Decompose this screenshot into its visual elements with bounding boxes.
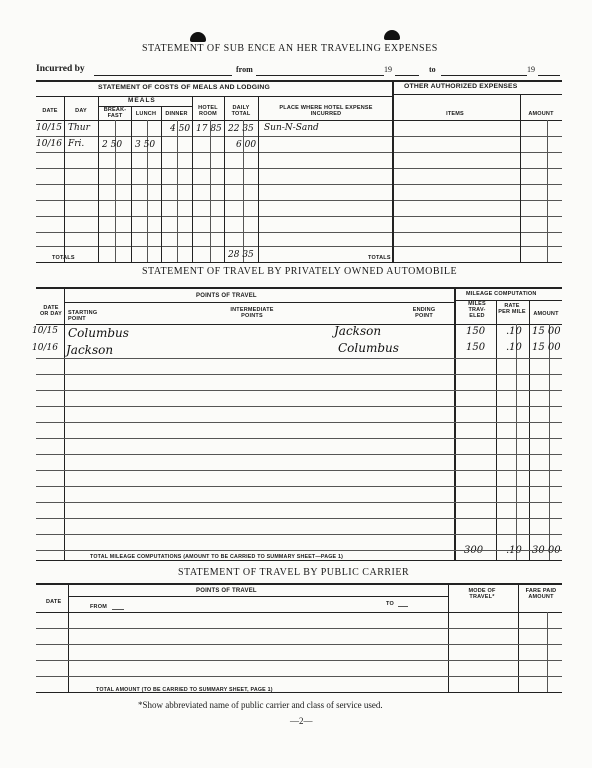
col-dinner: DINNER xyxy=(165,111,188,117)
cell-daily: 6 00 xyxy=(236,140,257,150)
ink-blot-2 xyxy=(384,30,400,40)
col-fare: FARE PAID AMOUNT xyxy=(525,588,557,600)
col-day: DAY xyxy=(75,108,87,114)
total-rate: .10 xyxy=(506,545,522,556)
total-amount: 30 00 xyxy=(532,545,561,556)
col-mode: MODE OF TRAVEL* xyxy=(468,588,496,600)
ruled-line xyxy=(36,628,562,629)
ink-blot-1 xyxy=(190,32,206,42)
other-expenses-title: OTHER AUTHORIZED EXPENSES xyxy=(404,83,518,90)
mileage-total-label: TOTAL MILEAGE COMPUTATIONS (AMOUNT TO BE CARRIED TO SUMMARY SHEET—PAGE 1) xyxy=(90,554,344,560)
col-rate: RATE PER MILE xyxy=(498,303,526,315)
cell-date: 10/16 xyxy=(36,139,62,149)
meals-section-title: STATEMENT OF COSTS OF MEALS AND LODGING xyxy=(98,84,270,91)
ruled-line xyxy=(36,502,562,503)
carrier-section-title: STATEMENT OF TRAVEL BY PUBLIC CARRIER xyxy=(178,567,410,578)
col-place: PLACE WHERE HOTEL EXPENSE INCURRED xyxy=(279,105,373,117)
meals-daily-total: 28 35 xyxy=(228,250,254,260)
to-label: to xyxy=(429,65,436,74)
col-to: TO xyxy=(386,601,394,607)
col-date: DATE xyxy=(42,108,58,114)
ruled-line xyxy=(36,422,562,423)
cell-amount: 15 00 xyxy=(532,342,561,353)
ruled-line xyxy=(36,660,562,661)
carrier-points-header: POINTS OF TRAVEL xyxy=(196,588,257,594)
col-breakfast: BREAK-FAST xyxy=(103,107,127,119)
cell-start: Jackson xyxy=(66,343,114,357)
ruled-line xyxy=(36,518,562,519)
cell-day: Thur xyxy=(68,123,90,133)
col-daily-total: DAILY TOTAL xyxy=(231,105,251,117)
ruled-line xyxy=(36,390,562,391)
to-line xyxy=(441,75,527,76)
ruled-line xyxy=(36,438,562,439)
cell-hotel: 17 85 xyxy=(196,124,222,134)
carrier-total-label: TOTAL AMOUNT (TO BE CARRIED TO SUMMARY SHEET, PAGE 1) xyxy=(96,687,273,693)
cell-place: Sun-N-Sand xyxy=(264,123,319,133)
ruled-line xyxy=(36,358,562,359)
cell-rate: .10 xyxy=(506,326,522,337)
cell-lunch: 3 50 xyxy=(135,140,156,150)
ruled-line xyxy=(36,454,562,455)
cell-rate: .10 xyxy=(506,342,522,353)
from-line xyxy=(256,75,384,76)
total-miles: 300 xyxy=(464,545,484,556)
year2-line xyxy=(538,75,560,76)
cell-dinner: 4 50 xyxy=(170,124,191,134)
cell-end: Columbus xyxy=(338,341,399,355)
col-hotel-room: HOTEL ROOM xyxy=(198,105,218,117)
page-number: —2— xyxy=(290,716,313,726)
ruled-line xyxy=(36,534,562,535)
cell-date: 10/15 xyxy=(32,326,58,336)
year1-line xyxy=(395,75,419,76)
cell-start: Columbus xyxy=(68,326,129,340)
cell-date: 10/16 xyxy=(32,343,58,353)
ruled-line xyxy=(36,676,562,677)
col-date-or-day: DATE OR DAY xyxy=(39,305,63,317)
other-totals-label: TOTALS xyxy=(368,255,391,261)
from-label: from xyxy=(236,65,253,74)
cell-miles: 150 xyxy=(466,326,486,337)
auto-points-header: POINTS OF TRAVEL xyxy=(196,293,257,299)
incurred-by-label: Incurred by xyxy=(36,64,85,74)
cell-breakfast: 2 50 xyxy=(102,140,123,150)
col-intermediate-points: INTERMEDIATE POINTS xyxy=(230,307,274,319)
ruled-line xyxy=(36,406,562,407)
cell-end: Jackson xyxy=(334,324,382,338)
year2-label: 19 xyxy=(527,65,535,74)
col-carrier-date: DATE xyxy=(46,599,62,605)
cell-miles: 150 xyxy=(466,342,486,353)
meals-totals-label: TOTALS xyxy=(52,255,75,261)
ruled-line xyxy=(36,486,562,487)
year1-label: 19 xyxy=(384,65,392,74)
col-auto-amount: AMOUNT xyxy=(533,311,559,317)
ruled-line xyxy=(36,470,562,471)
col-lunch: LUNCH xyxy=(135,111,157,117)
col-amount: AMOUNT xyxy=(528,111,554,117)
col-from: FROM xyxy=(90,604,107,610)
col-items: ITEMS xyxy=(446,111,464,117)
ruled-line xyxy=(36,550,562,551)
cell-date: 10/15 xyxy=(36,123,62,133)
col-miles: MILES TRAV-ELED xyxy=(468,301,486,319)
mileage-header: MILEAGE COMPUTATION xyxy=(466,291,537,297)
ruled-line xyxy=(36,644,562,645)
col-starting-point: STARTING POINT xyxy=(68,310,98,322)
cell-day: Fri. xyxy=(68,139,85,149)
cell-amount: 15 00 xyxy=(532,326,561,337)
col-ending-point: ENDING POINT xyxy=(412,307,436,319)
cell-daily: 22 35 xyxy=(228,124,254,134)
incurred-by-line xyxy=(94,75,232,76)
auto-section-title: STATEMENT OF TRAVEL BY PRIVATELY OWNED AUTOMOBILE xyxy=(142,266,458,277)
meals-group-header: MEALS xyxy=(128,97,156,104)
footnote: *Show abbreviated name of public carrier and class of service used. xyxy=(138,700,383,710)
ruled-line xyxy=(36,374,562,375)
page-title: STATEMENT OF SUB ENCE AN HER TRAVELING EXPENSES xyxy=(142,43,438,54)
